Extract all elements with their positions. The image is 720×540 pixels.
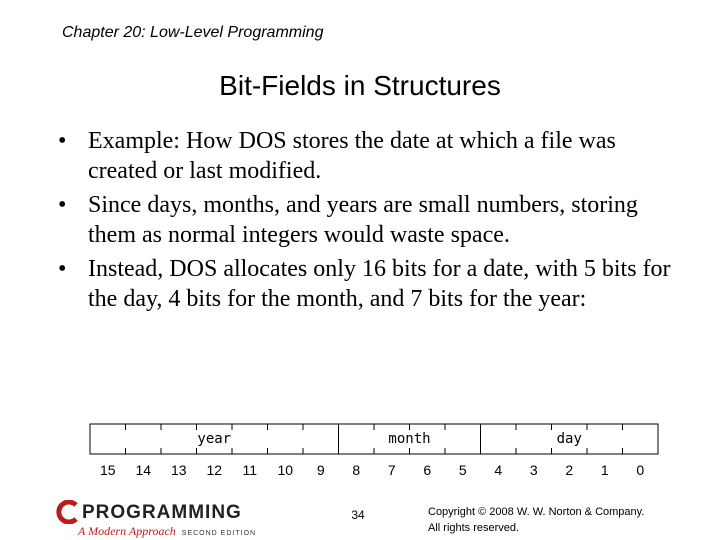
copyright-line-2: All rights reserved. <box>428 522 520 534</box>
copyright-notice <box>428 504 644 536</box>
logo-word: PROGRAMMING <box>82 502 242 523</box>
logo-edition: SECOND EDITION <box>181 530 257 537</box>
c-programming-logo <box>56 500 276 540</box>
bitfield-diagram <box>86 418 662 484</box>
bullet-item <box>58 190 678 250</box>
logo-subtitle <box>78 524 256 539</box>
page-number: 34 <box>351 508 365 522</box>
bit-number-label: 14 <box>135 462 152 478</box>
field-label-day: day <box>556 431 582 447</box>
bullet-text: Example: How DOS stores the date at which a file was created or last modified. <box>88 128 616 184</box>
field-label-year: year <box>197 431 232 447</box>
bit-number-label: 12 <box>206 462 223 478</box>
bullet-list <box>58 126 678 318</box>
bit-number-label: 10 <box>277 462 294 478</box>
bit-number-label: 7 <box>387 462 396 478</box>
bullet-item <box>58 126 678 186</box>
bit-number-label: 6 <box>423 462 432 478</box>
slide-title: Bit-Fields in Structures <box>219 70 501 101</box>
bullet-text: Instead, DOS allocates only 16 bits for a date, with 5 bits for the day, 4 bits for the month, and 7 bits for the year: <box>88 256 671 312</box>
bit-number-label: 15 <box>99 462 116 478</box>
bit-number-label: 5 <box>458 462 467 478</box>
field-label-month: month <box>388 431 431 447</box>
c-logo-icon <box>56 500 80 524</box>
bullet-item <box>58 254 678 314</box>
bullet-marker: • <box>58 256 67 282</box>
bit-number-label: 1 <box>600 462 609 478</box>
bullet-marker: • <box>58 192 67 218</box>
bit-number-label: 2 <box>565 462 574 478</box>
bit-number-label: 13 <box>170 462 187 478</box>
chapter-heading: Chapter 20: Low-Level Programming <box>62 24 324 41</box>
logo-subtitle-text: A Modern Approach <box>78 524 176 538</box>
bit-number-label: 0 <box>636 462 645 478</box>
bit-number-label: 8 <box>352 462 361 478</box>
bit-number-label: 9 <box>316 462 325 478</box>
bullet-marker: • <box>58 128 67 154</box>
bit-number-label: 4 <box>494 462 503 478</box>
bullet-text: Since days, months, and years are small numbers, storing them as normal integers would waste space. <box>88 192 638 248</box>
copyright-line-1: Copyright © 2008 W. W. Norton & Company. <box>428 506 645 518</box>
bit-number-label: 11 <box>242 462 258 478</box>
bit-number-label: 3 <box>529 462 538 478</box>
